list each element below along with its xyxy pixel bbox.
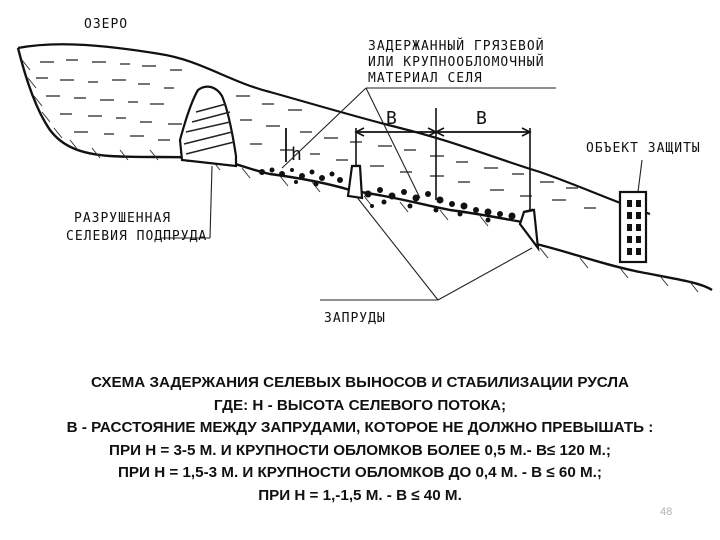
caption-line-5: ПРИ Н = 1,5-3 М. И КРУПНОСТИ ОБЛОМКОВ ДО 0,4 М. - В ≤ 60 М.; — [118, 464, 602, 481]
caption-line-4: ПРИ Н = 3-5 М. И КРУПНОСТИ ОБЛОМКОВ БОЛЕЕ 0,5 М.- В≤ 120 М.; — [109, 441, 611, 459]
page-number: 48 — [660, 506, 673, 518]
dam-2 — [520, 210, 538, 248]
diagram-caption — [0, 372, 720, 507]
caption-line-2: ГДЕ: Н - ВЫСОТА СЕЛЕВОГО ПОТОКА; — [213, 396, 507, 414]
caption-line-6: ПРИ Н = 1,-1,5 М. - В ≤ 40 М. — [258, 486, 462, 504]
dam-1 — [348, 166, 362, 198]
label-lake: ОЗЕРО — [84, 17, 129, 32]
label-debris-line1: ЗАДЕРЖАННЫЙ ГРЯЗЕВОЙ — [368, 39, 545, 54]
b-label-left: B — [386, 108, 397, 129]
leader-lines — [160, 88, 642, 300]
caption-line-1: СХЕМА ЗАДЕРЖАНИЯ СЕЛЕВЫХ ВЫНОСОВ И СТАБИЛИЗАЦИИ РУСЛА — [90, 374, 630, 391]
label-destroyed-line2: СЕЛЕВИЯ ПОДПРУДА — [66, 229, 208, 244]
label-protected-object: ОБЪЕКТ ЗАЩИТЫ — [586, 141, 701, 156]
protected-building — [620, 192, 646, 262]
b-label-right: B — [476, 108, 487, 129]
label-dams: ЗАПРУДЫ — [324, 311, 386, 326]
ground-profile — [18, 48, 712, 290]
label-debris-line2: ИЛИ КРУПНООБЛОМОЧНЫЙ — [368, 55, 545, 70]
label-debris-line3: МАТЕРИАЛ СЕЛЯ — [368, 71, 483, 86]
h-label: h — [291, 144, 302, 165]
label-destroyed-line1: РАЗРУШЕННАЯ — [74, 211, 172, 226]
caption-line-3: В - РАССТОЯНИЕ МЕЖДУ ЗАПРУДАМИ, КОТОРОЕ НЕ ДОЛЖНО ПРЕВЫШАТЬ : — [66, 419, 654, 436]
lake-surface — [18, 44, 650, 214]
